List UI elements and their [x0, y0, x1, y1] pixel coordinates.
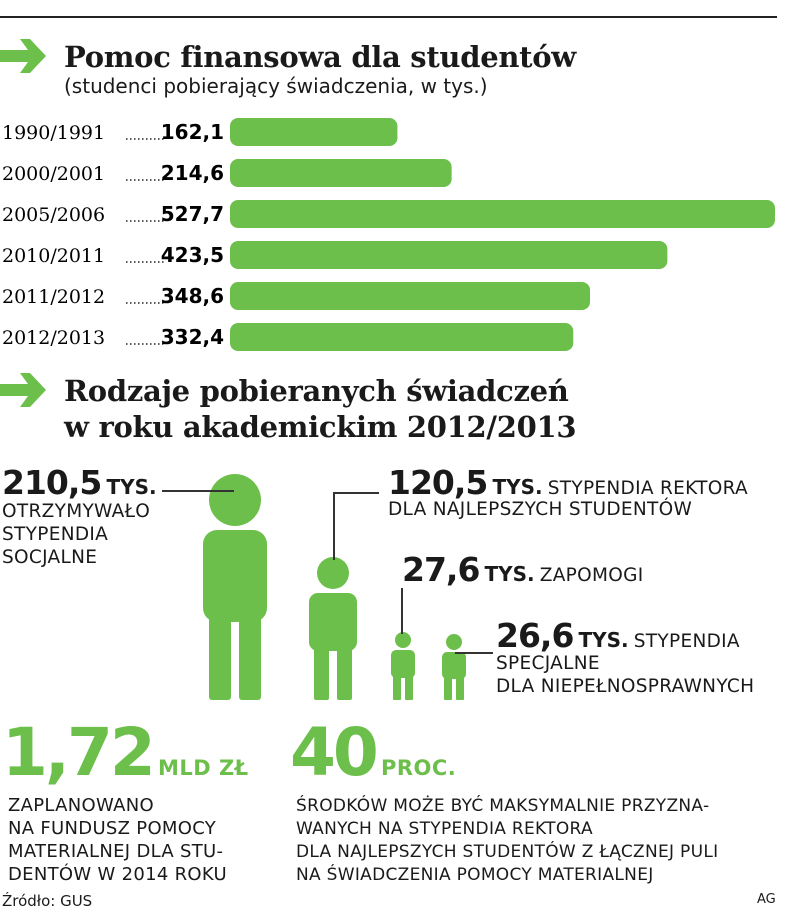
person-icon: [195, 470, 275, 700]
percent-note-1: ŚRODKÓW MOŻE BYĆ MAKSYMALNIE PRZYZNA-: [296, 796, 710, 816]
special-value: 26,6: [496, 616, 574, 655]
aid-caption: ZAPOMOGI: [539, 565, 644, 586]
value-label: 162,1: [160, 120, 224, 144]
rector-stat: [388, 464, 748, 502]
fund-note-3: MATERIALNEJ DLA STU-: [8, 841, 224, 862]
person-icon: [440, 634, 468, 700]
social-caption-2: STYPENDIA: [2, 524, 109, 545]
bar: [230, 118, 397, 146]
rector-unit: TYS.: [492, 475, 543, 499]
person-icon: [305, 555, 361, 700]
bar-chart: [0, 110, 790, 360]
leader-line: [162, 490, 234, 492]
person-icon: [388, 632, 418, 700]
rector-caption-1: STYPENDIA REKTORA: [547, 478, 748, 499]
aid-stat: [402, 551, 644, 589]
aid-unit: TYS.: [484, 562, 535, 586]
percent-note-4: NA ŚWIADCZENIA POMOCY MATERIALNEJ: [296, 865, 654, 885]
fund-stat: [2, 714, 249, 791]
percent-stat: [290, 714, 457, 791]
leader-line: [401, 588, 403, 634]
bar: [230, 200, 775, 228]
special-unit: TYS.: [578, 628, 629, 652]
leader-line: [333, 492, 335, 560]
special-caption-3: DLA NIEPEŁNOSPRAWNYCH: [496, 676, 755, 697]
category-label: 2011/2012: [2, 286, 106, 308]
fund-note-2: NA FUNDUSZ POMOCY: [8, 818, 217, 839]
credit: AG: [757, 892, 776, 907]
fund-unit: MLD ZŁ: [157, 756, 249, 780]
bar: [230, 159, 452, 187]
top-rule: [0, 16, 777, 18]
social-value: 210,5: [2, 463, 102, 502]
arrow-right-icon: [0, 370, 52, 410]
category-label: 2005/2006: [2, 204, 106, 226]
value-label: 423,5: [160, 243, 224, 267]
fund-note-4: DENTÓW W 2014 ROKU: [8, 864, 228, 885]
fund-value: 1,72: [2, 714, 153, 791]
source-note: Źródło: GUS: [2, 892, 93, 910]
value-label: 348,6: [160, 284, 224, 308]
leader-line: [333, 492, 379, 494]
bar: [230, 241, 667, 269]
section-title-line2: w roku akademickim 2012/2013: [64, 410, 577, 444]
social-caption-1: OTRZYMYWAŁO: [2, 501, 151, 522]
category-label: 1990/1991: [2, 122, 106, 144]
category-label: 2012/2013: [2, 327, 106, 349]
fund-note-1: ZAPLANOWANO: [8, 795, 154, 816]
percent-unit: PROC.: [380, 756, 457, 780]
aid-value: 27,6: [402, 550, 480, 589]
value-label: 527,7: [160, 202, 224, 226]
social-stat: [2, 464, 157, 502]
category-label: 2010/2011: [2, 245, 106, 267]
value-label: 332,4: [160, 325, 224, 349]
percent-value: 40: [290, 714, 376, 791]
social-caption-3: SOCJALNE: [2, 547, 98, 568]
bar: [230, 323, 573, 351]
percent-note-2: WANYCH NA STYPENDIA REKTORA: [296, 819, 593, 839]
special-caption-2: SPECJALNE: [496, 653, 600, 674]
special-stat: [496, 617, 740, 655]
rector-caption-2: DLA NAJLEPSZYCH STUDENTÓW: [388, 499, 693, 520]
rector-value: 120,5: [388, 463, 488, 502]
section-title: Pomoc finansowa dla studentów: [64, 40, 576, 74]
bar: [230, 282, 590, 310]
leader-line: [455, 652, 493, 654]
percent-note-3: DLA NAJLEPSZYCH STUDENTÓW Z ŁĄCZNEJ PULI: [296, 842, 719, 862]
special-caption-1: STYPENDIA: [633, 631, 740, 652]
arrow-right-icon: [0, 36, 52, 76]
section-title-line1: Rodzaje pobieranych świadczeń: [64, 374, 569, 408]
section-subtitle: (studenci pobierający świadczenia, w tys.): [64, 74, 488, 98]
social-unit: TYS.: [106, 475, 157, 499]
value-label: 214,6: [160, 161, 224, 185]
category-label: 2000/2001: [2, 163, 106, 185]
